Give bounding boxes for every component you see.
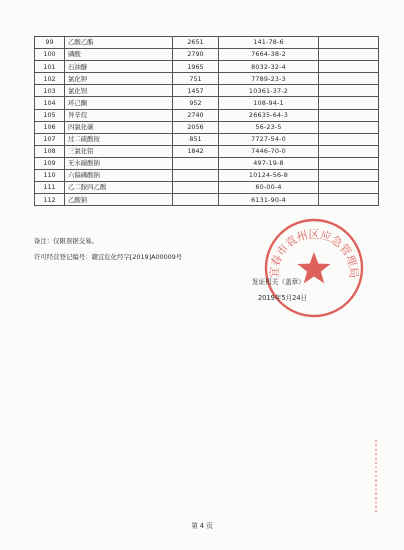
cas-number-cell: 60-00-4 [219, 182, 319, 194]
un-number-cell [173, 157, 219, 169]
issuing-authority-text: 发证机关（盖章） [252, 278, 305, 286]
table-row [35, 85, 379, 97]
un-number-cell: 1965 [173, 61, 219, 73]
chemical-name-cell: 过二硫酸铵 [65, 133, 173, 145]
seal-graphic [262, 216, 366, 320]
cas-number-cell: 7727-54-0 [219, 133, 319, 145]
chemical-name-cell: 四氯化碳 [65, 121, 173, 133]
blank-cell [319, 73, 379, 85]
table-row [35, 182, 379, 194]
blank-cell [319, 109, 379, 121]
un-number-cell [173, 182, 219, 194]
row-number-cell: 105 [35, 109, 65, 121]
chemical-name-cell: 乙酸钠 [65, 194, 173, 206]
blank-cell [319, 182, 379, 194]
chemical-name-cell: 三氯化铝 [65, 145, 173, 157]
cas-number-cell: 26635-64-3 [219, 109, 319, 121]
row-number-cell: 104 [35, 97, 65, 109]
un-number-cell: 851 [173, 133, 219, 145]
table-row [35, 121, 379, 133]
chemical-name-cell: 氯化钾 [65, 73, 173, 85]
cas-number-cell: 8032-32-4 [219, 61, 319, 73]
table-row [35, 170, 379, 182]
cas-number-cell: 108-94-1 [219, 97, 319, 109]
remark-text: 备注：仅限票据交易。 [34, 237, 98, 245]
un-number-cell: 2056 [173, 121, 219, 133]
cas-number-cell: 10361-37-2 [219, 85, 319, 97]
row-number-cell: 106 [35, 121, 65, 133]
row-number-cell: 101 [35, 61, 65, 73]
cas-number-cell: 7446-70-0 [219, 145, 319, 157]
table-row [35, 133, 379, 145]
table-row [35, 109, 379, 121]
blank-cell [319, 157, 379, 169]
table-row [35, 194, 379, 206]
cas-number-cell: 6131-90-4 [219, 194, 319, 206]
table-row [35, 61, 379, 73]
chemical-name-cell: 乙酸乙酯 [65, 37, 173, 49]
blank-cell [319, 97, 379, 109]
un-number-cell: 2790 [173, 49, 219, 61]
table-row [35, 73, 379, 85]
issue-date-text: 2019年5月24日 [258, 294, 308, 302]
table-row [35, 97, 379, 109]
blank-cell [319, 37, 379, 49]
cas-number-cell: 7664-38-2 [219, 49, 319, 61]
row-number-cell: 112 [35, 194, 65, 206]
blank-cell [319, 194, 379, 206]
chemical-name-cell: 异辛烷 [65, 109, 173, 121]
chemical-name-cell: 石油醚 [65, 61, 173, 73]
page-number: 第 4 页 [191, 522, 213, 530]
blank-cell [319, 49, 379, 61]
chemical-table [34, 36, 379, 206]
cas-number-cell: 141-78-6 [219, 37, 319, 49]
row-number-cell: 100 [35, 49, 65, 61]
row-number-cell: 102 [35, 73, 65, 85]
blank-cell [319, 170, 379, 182]
un-number-cell: 1842 [173, 145, 219, 157]
table-row [35, 145, 379, 157]
chemical-name-cell: 氯化钡 [65, 85, 173, 97]
chemical-name-cell: 环己酮 [65, 97, 173, 109]
table-row [35, 37, 379, 49]
chemical-name-cell: 乙二胺四乙酸 [65, 182, 173, 194]
un-number-cell: 751 [173, 73, 219, 85]
un-number-cell: 1457 [173, 85, 219, 97]
cas-number-cell: 7789-23-3 [219, 73, 319, 85]
blank-cell [319, 121, 379, 133]
row-number-cell: 108 [35, 145, 65, 157]
license-number-text: 许可经营登记编号：赣宜危化经字[2019]A00009号 [34, 253, 183, 261]
row-number-cell: 110 [35, 170, 65, 182]
row-number-cell: 103 [35, 85, 65, 97]
un-number-cell: 2651 [173, 37, 219, 49]
blank-cell [319, 85, 379, 97]
row-number-cell: 107 [35, 133, 65, 145]
binding-perforation-marks [372, 440, 380, 514]
official-seal [262, 216, 366, 320]
cas-number-cell: 56-23-5 [219, 121, 319, 133]
un-number-cell [173, 170, 219, 182]
cas-number-cell: 10124-56-8 [219, 170, 319, 182]
blank-cell [319, 145, 379, 157]
chemical-name-cell: 无水碳酸钠 [65, 157, 173, 169]
chemical-name-cell: 磷酸 [65, 49, 173, 61]
un-number-cell: 952 [173, 97, 219, 109]
chemical-table-body [35, 37, 379, 206]
table-row [35, 49, 379, 61]
row-number-cell: 111 [35, 182, 65, 194]
seal-name-text: 宜春市袁州区应急管理局 [267, 228, 361, 279]
blank-cell [319, 61, 379, 73]
chemical-name-cell: 六偏磷酸钠 [65, 170, 173, 182]
blank-cell [319, 133, 379, 145]
un-number-cell: 2740 [173, 109, 219, 121]
row-number-cell: 99 [35, 37, 65, 49]
cas-number-cell: 497-19-8 [219, 157, 319, 169]
table-row [35, 157, 379, 169]
un-number-cell [173, 194, 219, 206]
row-number-cell: 109 [35, 157, 65, 169]
